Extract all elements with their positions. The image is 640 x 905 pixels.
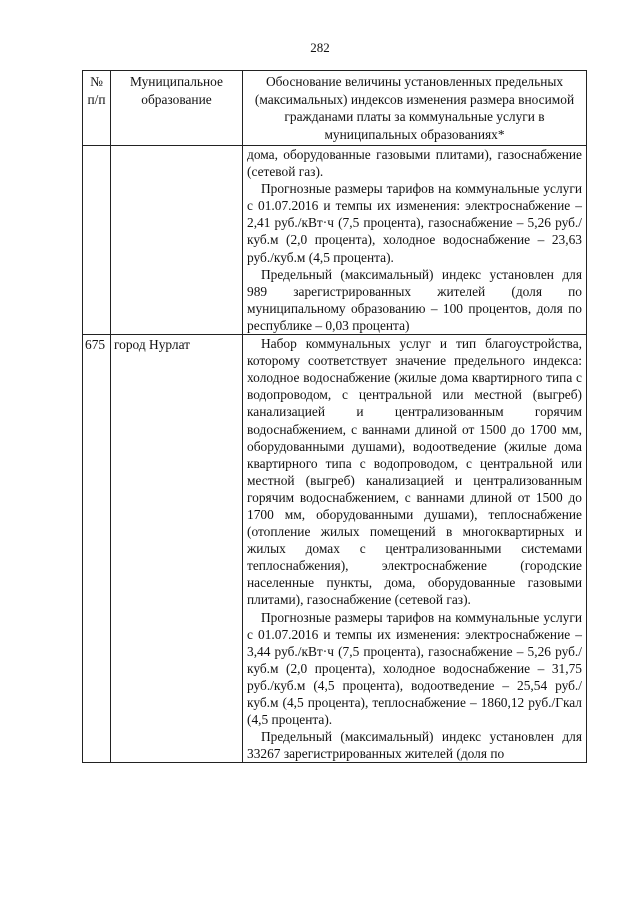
row-municipality [111,146,243,335]
justification-paragraph: Предельный (максимальный) индекс установлен для 33267 зарегистрированных жителей (доля по [247,729,582,762]
header-municipality: Муниципальное образование [111,71,243,146]
row-municipality: город Нурлат [111,335,243,763]
justification-paragraph: Прогнозные размеры тарифов на коммунальные услуги с 01.07.2016 и темпы их изменения: электроснабжение – 2,41 руб./кВт·ч (7,5 процента), газоснабжение – 5,26 руб./куб.м (2,0 процента), холодное водоснабжение – 23,63 руб./куб.м (4,5 процента). [247,181,582,265]
row-justification [243,146,587,335]
tariff-table [82,70,587,763]
justification-paragraph: дома, оборудованные газовыми плитами), газоснабжение (сетевой газ). [247,147,582,180]
row-number [83,146,111,335]
justification-paragraph: Предельный (максимальный) индекс установлен для 989 зарегистрированных жителей (доля по муниципальному образованию – 100 процентов, доля по республике – 0,03 процента) [247,266,582,333]
table-header-row [83,71,587,146]
header-num: № п/п [83,71,111,146]
justification-paragraph: Набор коммунальных услуг и тип благоустройства, которому соответствует значение предельного индекса: холодное водоснабжение (жилые дома квартирного типа с водопроводом, с центральной или местной (выгреб) канализацией и централизованным горячим водоснабжением, с ваннами длиной от 1500 до 1700 мм, оборудованными душами), водоотведение (жилые дома квартирного типа с водопроводом, с центральной или местной (выгреб) канализацией и централизованным горячим водоснабжением, с ваннами длиной от 1500 до 1700 мм, оборудованными душами), теплоснабжение (отопление жилых помещений в многоквартирных и жилых домах с централизованными системами теплоснабжения), электроснабжение (городские населенные пункты, дома, оборудованные газовыми плитами), газоснабжение (сетевой газ). [247,336,582,608]
row-justification [243,335,587,763]
row-number: 675 [83,335,111,763]
justification-paragraph: Прогнозные размеры тарифов на коммунальные услуги с 01.07.2016 и темпы их изменения: электроснабжение – 3,44 руб./кВт·ч (7,5 процента), газоснабжение – 5,26 руб./куб.м (2,0 процента), холодное водоснабжение – 31,75 руб./куб.м (4,5 процента), водоотведение – 25,54 руб./куб.м (4,5 процента), теплоснабжение – 1860,12 руб./Гкал (4,5 процента). [247,609,582,728]
table-row [83,335,587,763]
page-number: 282 [310,40,330,55]
header-justification: Обоснование величины установленных предельных (максимальных) индексов изменения размера вносимой гражданами платы за коммунальные услуги в муниципальных образованиях* [243,71,587,146]
table-row [83,146,587,335]
